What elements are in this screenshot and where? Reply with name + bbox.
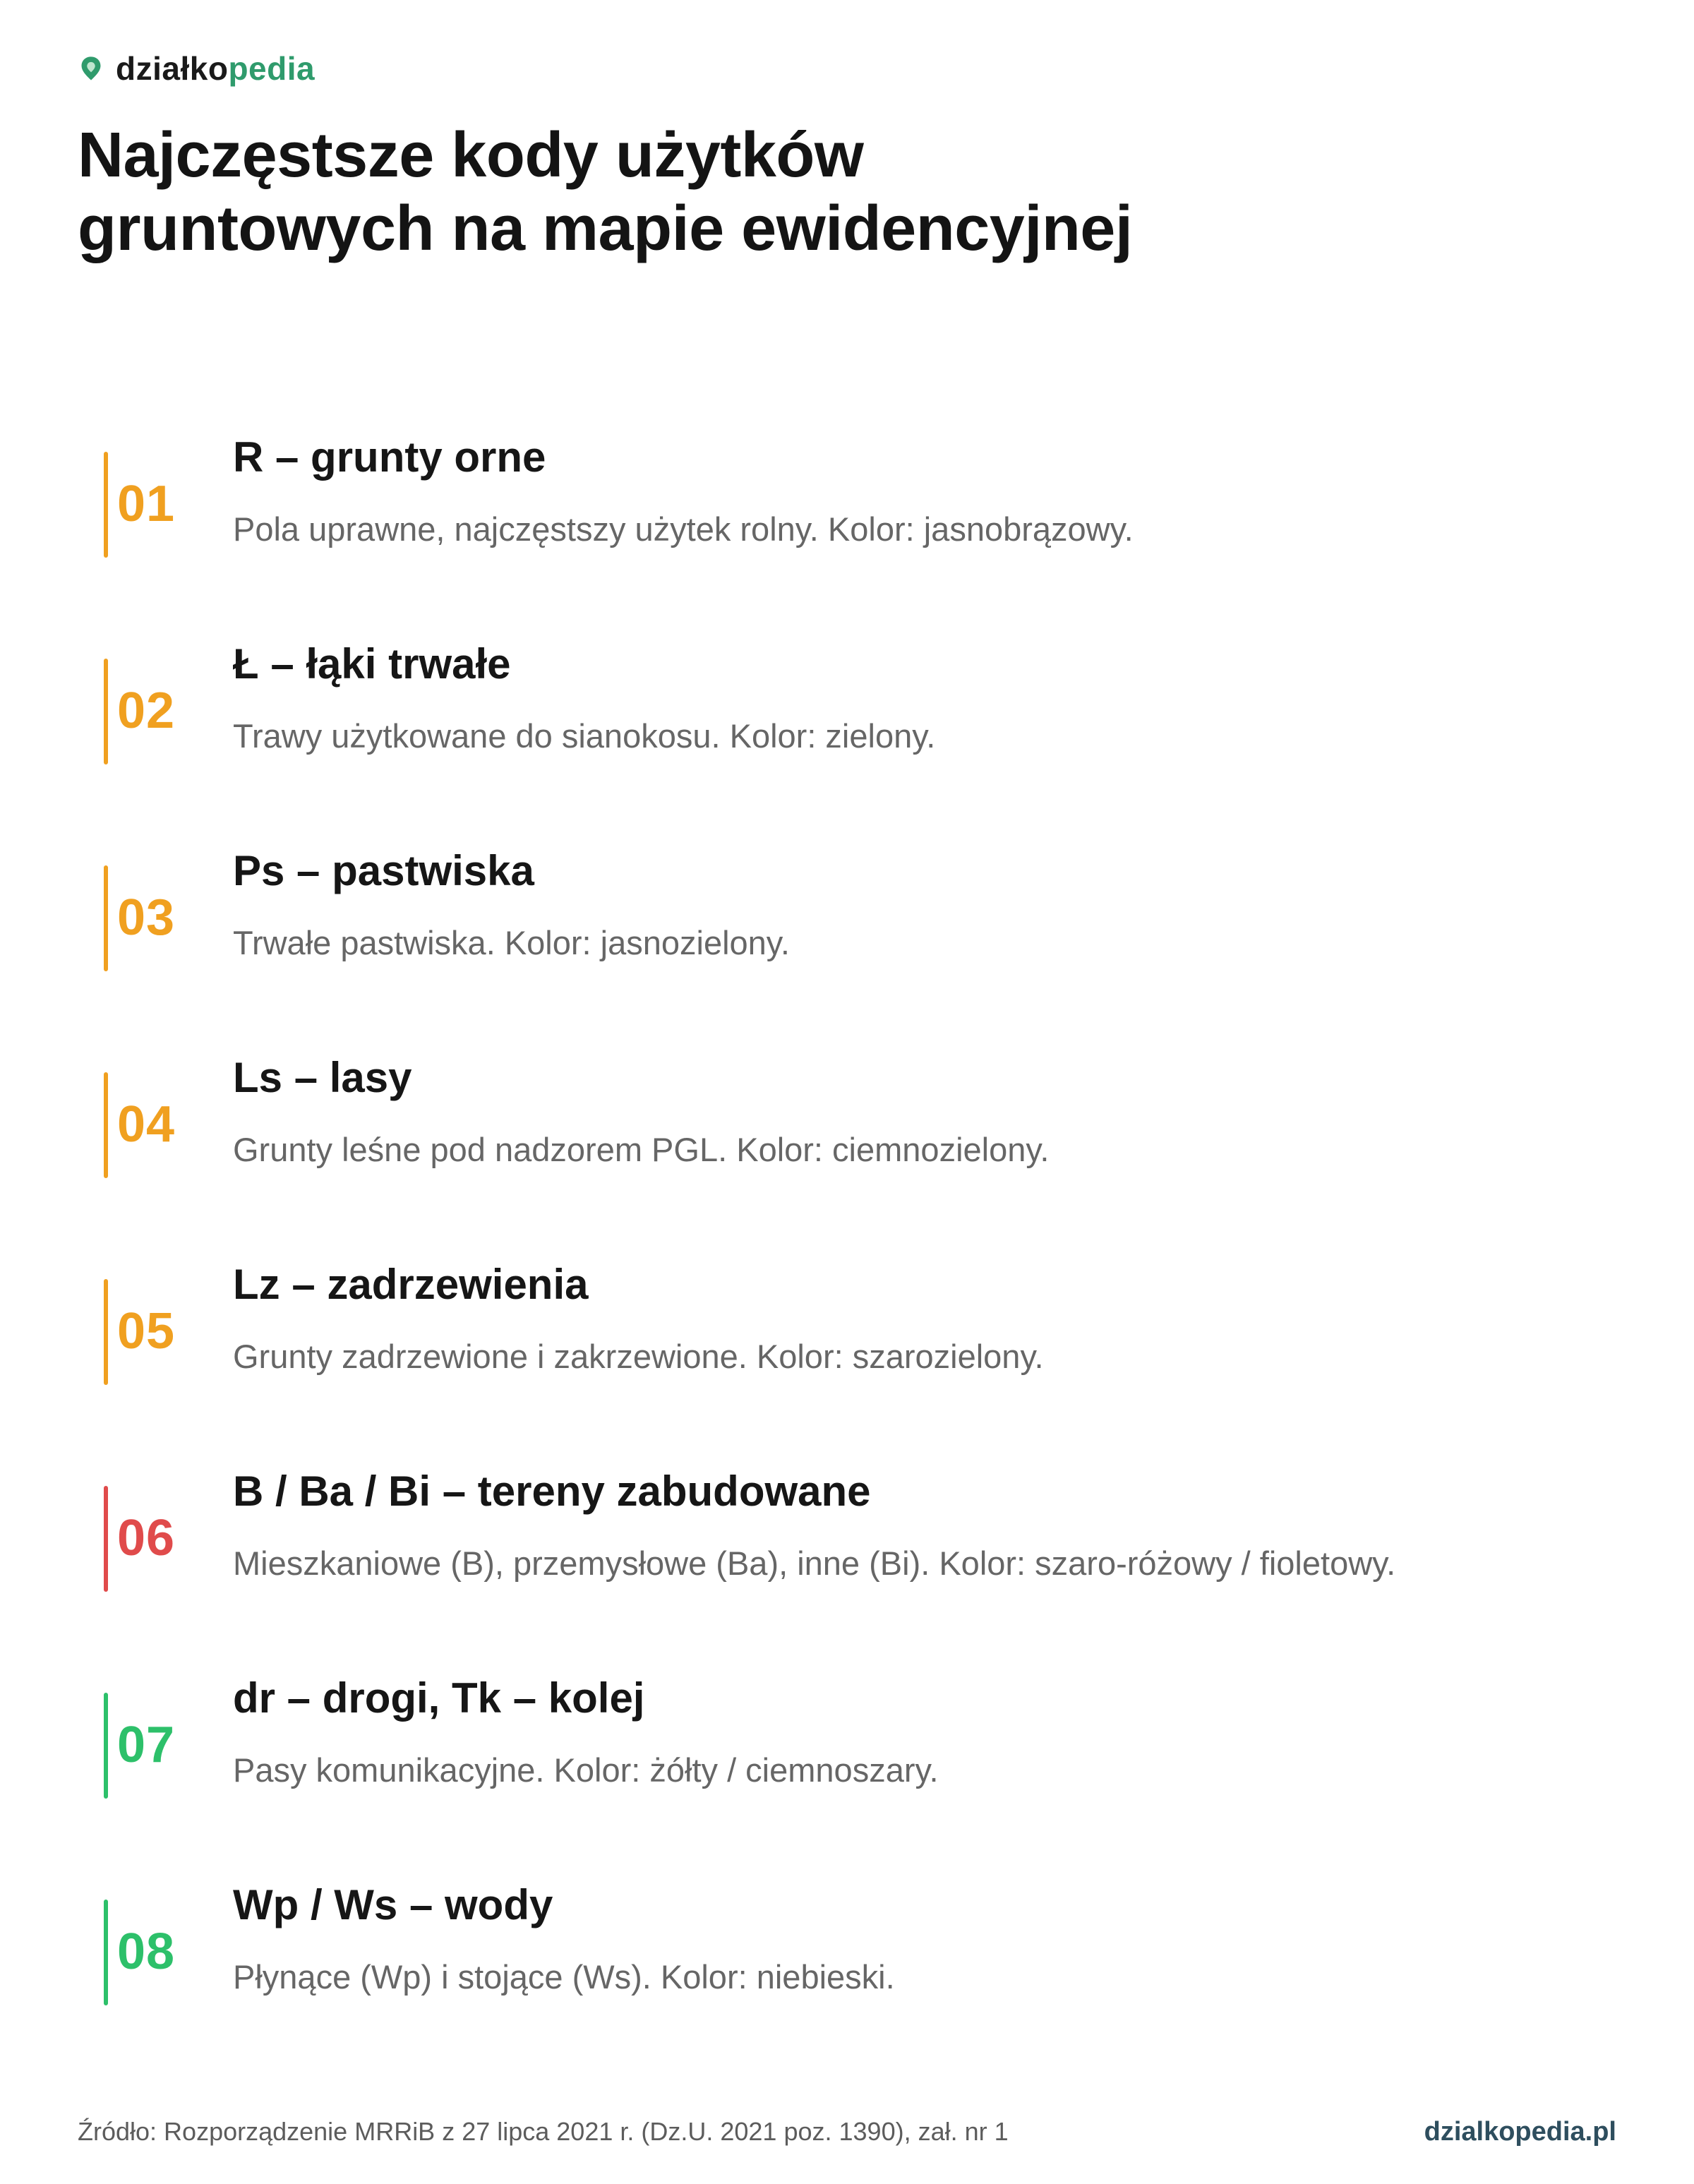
list-item (0, 1878, 1694, 2048)
item-number: 04 (117, 1096, 176, 1153)
accent-bar (104, 1486, 108, 1592)
site-link[interactable]: dzialkopedia.pl (1424, 2117, 1616, 2147)
item-heading: R – grunty orne (233, 433, 546, 481)
item-description: Trawy użytkowane do sianokosu. Kolor: zielony. (233, 717, 936, 755)
item-number: 03 (117, 889, 176, 946)
accent-bar (104, 1693, 108, 1799)
item-heading: B / Ba / Bi – tereny zabudowane (233, 1468, 871, 1515)
item-heading: Wp / Ws – wody (233, 1881, 553, 1928)
accent-bar (104, 452, 108, 558)
brand-name (116, 49, 315, 88)
item-number: 08 (117, 1924, 176, 1980)
item-description: Pasy komunikacyjne. Kolor: żółty / ciemnoszary. (233, 1751, 939, 1789)
accent-bar (104, 659, 108, 764)
item-number: 07 (117, 1717, 176, 1773)
list-item (0, 844, 1694, 1014)
list-item (0, 1672, 1694, 1841)
accent-bar (104, 1072, 108, 1178)
accent-bar (104, 865, 108, 971)
page-title-line1: Najczęstsze kody użytków (78, 120, 864, 191)
page-title (78, 119, 1595, 265)
item-heading: Ls – lasy (233, 1054, 412, 1101)
list-item (0, 1051, 1694, 1220)
item-description: Grunty leśne pod nadzorem PGL. Kolor: ciemnozielony. (233, 1131, 1050, 1168)
item-number: 05 (117, 1303, 176, 1360)
list-item (0, 1258, 1694, 1427)
item-number: 01 (117, 476, 176, 532)
brand-name-part2: pedia (228, 50, 316, 87)
brand-logo (78, 49, 315, 88)
item-heading: dr – drogi, Tk – kolej (233, 1674, 645, 1722)
item-number: 02 (117, 683, 176, 739)
item-heading: Ps – pastwiska (233, 847, 534, 894)
list-item (0, 431, 1694, 600)
list-item (0, 637, 1694, 807)
brand-name-part1: działko (116, 50, 229, 87)
item-number: 06 (117, 1510, 176, 1566)
item-description: Pola uprawne, najczęstszy użytek rolny. Kolor: jasnobrązowy. (233, 510, 1134, 548)
map-pin-icon (78, 55, 104, 82)
item-description: Grunty zadrzewione i zakrzewione. Kolor: szarozielony. (233, 1338, 1044, 1375)
accent-bar (104, 1900, 108, 2005)
source-note: Źródło: Rozporządzenie MRRiB z 27 lipca 2021 r. (Dz.U. 2021 poz. 1390), zał. nr 1 (78, 2117, 1009, 2146)
item-heading: Ł – łąki trwałe (233, 640, 511, 688)
item-heading: Lz – zadrzewienia (233, 1261, 589, 1308)
page-title-line2: gruntowych na mapie ewidencyjnej (78, 193, 1133, 264)
list-item (0, 1465, 1694, 1634)
item-description: Mieszkaniowe (B), przemysłowe (Ba), inne (Bi). Kolor: szaro-różowy / fioletowy. (233, 1544, 1396, 1582)
item-description: Trwałe pastwiska. Kolor: jasnozielony. (233, 924, 790, 961)
item-description: Płynące (Wp) i stojące (Ws). Kolor: niebieski. (233, 1958, 895, 1996)
accent-bar (104, 1279, 108, 1385)
footer (78, 2115, 1616, 2157)
